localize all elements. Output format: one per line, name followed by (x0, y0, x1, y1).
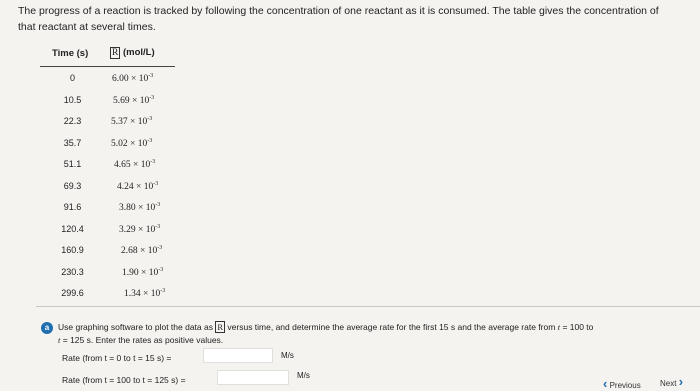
concentration-cell: $2.68 \times 10^{-3}$ (121, 245, 163, 257)
table-header (40, 44, 175, 64)
time-cell: 299.6 (61, 288, 84, 298)
rate1-input[interactable] (203, 348, 273, 363)
problem-intro: The progress of a reaction is tracked by following the concentration of one reactant as it is consumed. The table gives the concentration of that reactant at several times. (18, 5, 659, 33)
table-row (40, 159, 175, 179)
header-rule (40, 66, 175, 67)
concentration-cell: $5.69 \times 10^{-3}$ (113, 94, 155, 106)
next-button[interactable]: Next › (660, 374, 684, 389)
table-row (40, 288, 175, 308)
rate2-label: Rate (from t = 100 to t = 125 s) = (62, 375, 186, 385)
rate1-label: Rate (from t = 0 to t = 15 s) = (62, 353, 172, 363)
concentration-cell: $4.24 \times 10^{-3}$ (117, 180, 159, 192)
table-row (40, 138, 175, 158)
concentration-cell: $3.80 \times 10^{-3}$ (119, 202, 161, 214)
chevron-left-icon: ‹ (603, 376, 608, 391)
chevron-right-icon: › (678, 374, 684, 389)
part-a-instructions: Use graphing software to plot the data as R versus time, and determine the average rate for the first 15 s and the average rate from t = 100 to t = 125 s. Enter the rates as positive values. (58, 322, 594, 345)
time-cell: 230.3 (61, 266, 84, 277)
table-row (40, 267, 175, 287)
previous-button[interactable]: ‹ Previous (603, 376, 641, 391)
rate2-input[interactable] (217, 370, 289, 385)
concentration-cell: $6.00 \times 10^{-3}$ (112, 73, 154, 85)
table-row (40, 73, 175, 93)
time-cell: 0 (69, 73, 75, 83)
part-a-badge: a (41, 322, 53, 334)
table-row (40, 202, 175, 222)
time-cell: 120.4 (61, 223, 84, 234)
rate1-unit: M/s (281, 351, 294, 360)
table-row (40, 245, 175, 265)
time-cell: 35.7 (63, 137, 82, 148)
time-cell: 22.3 (63, 116, 82, 126)
time-cell: 91.6 (63, 202, 82, 212)
time-cell: 160.9 (61, 245, 84, 255)
concentration-cell: $5.02 \times 10^{-3}$ (111, 137, 153, 149)
concentration-header: R (mol/L) (112, 47, 155, 58)
time-header: Time (s) (52, 48, 89, 59)
concentration-cell: $1.34 \times 10^{-3}$ (124, 288, 166, 300)
time-cell: 69.3 (63, 180, 82, 191)
concentration-cell: $3.29 \times 10^{-3}$ (119, 223, 161, 235)
concentration-cell: $4.65 \times 10^{-3}$ (114, 159, 156, 171)
time-cell: 10.5 (63, 94, 82, 105)
concentration-cell: $5.37 \times 10^{-3}$ (111, 116, 153, 128)
table-row (40, 95, 175, 115)
table-row (40, 224, 175, 244)
rate2-unit: M/s (297, 371, 310, 380)
table-row (40, 181, 175, 201)
section-divider (36, 306, 700, 307)
concentration-cell: $1.90 \times 10^{-3}$ (122, 266, 164, 278)
table-row (40, 116, 175, 136)
time-cell: 51.1 (63, 159, 82, 169)
